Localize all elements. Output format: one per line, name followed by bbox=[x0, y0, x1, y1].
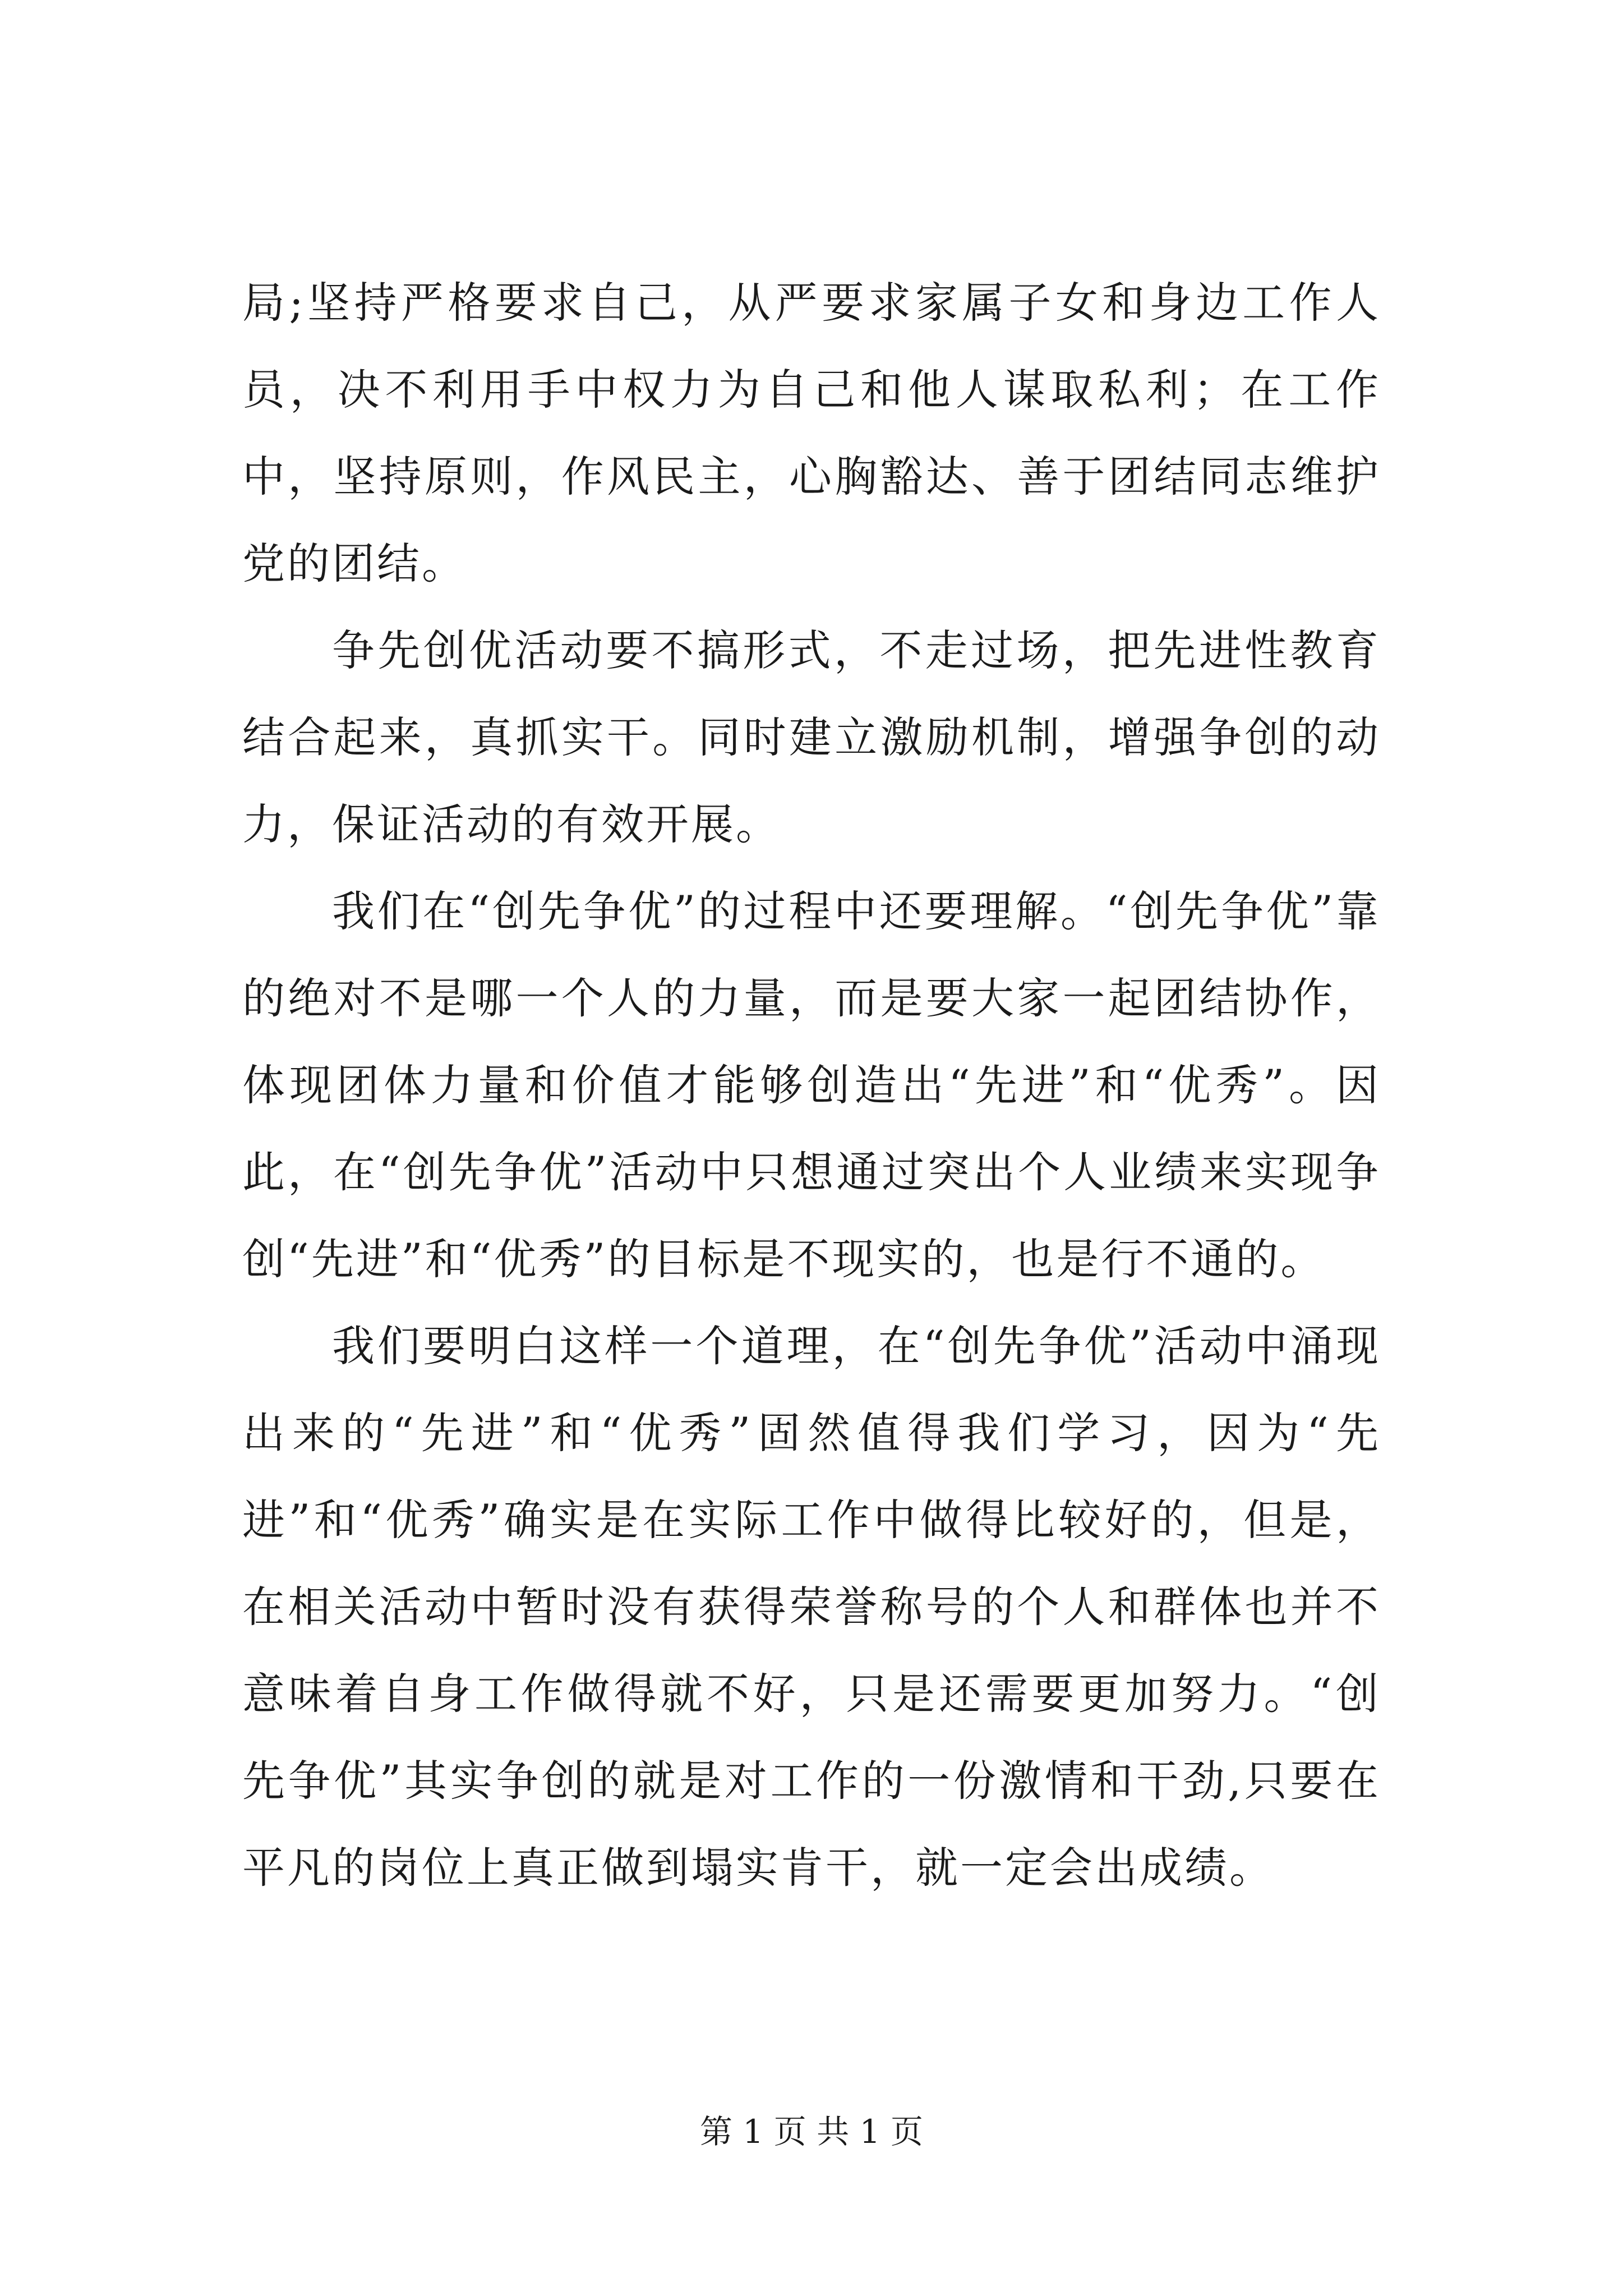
paragraph-teamwork: 我们在“创先争优”的过程中还要理解。“创先争优”靠的绝对不是哪一个人的力量，而是要大家一起团结协作，体现团体力量和价值才能够创造出“先进”和“优秀”。因此，在“创先争优”活动中只想通过突出个人业绩来实现争创“先进”和“优秀”的目标是不现实的，也是行不通的。 bbox=[242, 886, 1381, 1284]
paragraph-activity-requirements: 争先创优活动要不搞形式，不走过场，把先进性教育结合起来，真抓实干。同时建立激励机制，增强争创的动力，保证活动的有效开展。 bbox=[242, 625, 1381, 849]
document-body bbox=[242, 259, 1381, 1911]
page-number-footer: 第 1 页 共 1 页 bbox=[700, 2113, 923, 2151]
paragraph-continuation: 局;坚持严格要求自己，从严要求家属子女和身边工作人员，决不利用手中权力为自己和他人谋取私利；在工作中，坚持原则，作风民主，心胸豁达、善于团结同志维护党的团结。 bbox=[242, 278, 1381, 588]
paragraph-conclusion: 我们要明白这样一个道理，在“创先争优”活动中涌现出来的“先进”和“优秀”固然值得我们学习，因为“先进”和“优秀”确实是在实际工作中做得比较好的，但是，在相关活动中暂时没有获得荣誉称号的个人和群体也并不意味着自身工作做得就不好，只是还需要更加努力。“创先争优”其实争创的就是对工作的一份激情和干劲,只要在平凡的岗位上真正做到塌实肯干，就一定会出成绩。 bbox=[242, 1321, 1381, 1893]
